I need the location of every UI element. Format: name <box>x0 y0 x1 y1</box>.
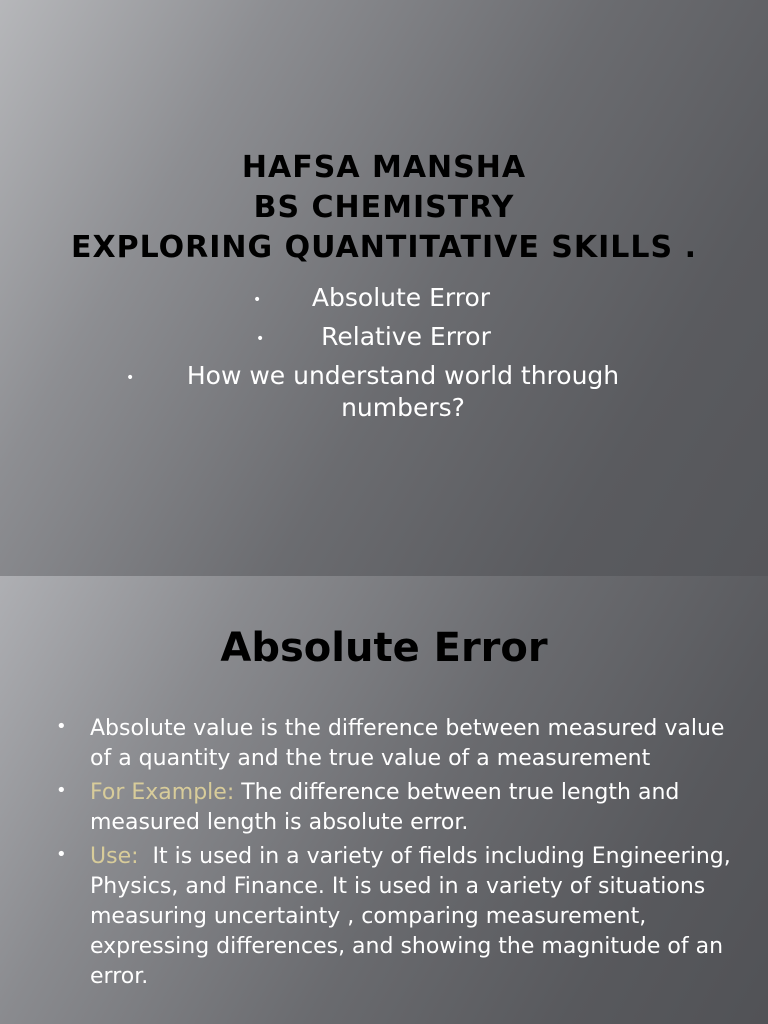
list-item <box>56 842 736 992</box>
agenda-item <box>126 360 643 424</box>
bullet-icon: • <box>256 331 265 347</box>
bullet-icon: • <box>56 716 67 737</box>
bullet-text: It is used in a variety of fields including Engineering, Physics, and Finance. It is used in a variety of situations measuring uncertainty , comparing measurement, expressing differences, and showing the magnitude of an error. <box>90 844 738 989</box>
agenda-item <box>0 282 768 314</box>
title-block <box>0 148 768 268</box>
slide-heading: Absolute Error <box>220 625 548 671</box>
bullet-list <box>56 714 736 996</box>
program-name: BS CHEMISTRY <box>253 190 515 225</box>
list-item <box>56 714 736 774</box>
presentation-title: EXPLORING QUANTITATIVE SKILLS . <box>71 230 697 265</box>
agenda-item <box>0 321 768 353</box>
bullet-text: Absolute value is the difference between measured value of a quantity and the true value of a measurement <box>90 716 725 771</box>
bullet-icon: • <box>126 370 135 386</box>
agenda-item-label: How we understand world through numbers? <box>186 361 620 422</box>
bullet-lead: Use: <box>90 844 139 869</box>
bullet-icon: • <box>253 292 262 308</box>
agenda-list <box>0 282 768 431</box>
bullet-lead: For Example: <box>90 780 235 805</box>
agenda-item-label: Relative Error <box>321 322 491 351</box>
agenda-item-label: Absolute Error <box>311 283 491 312</box>
author-name: HAFSA MANSHA <box>241 150 527 185</box>
list-item <box>56 778 736 838</box>
bullet-icon: • <box>56 780 67 801</box>
bullet-text: The difference between true length and measured length is absolute error. <box>90 780 680 835</box>
bullet-icon: • <box>56 844 67 865</box>
